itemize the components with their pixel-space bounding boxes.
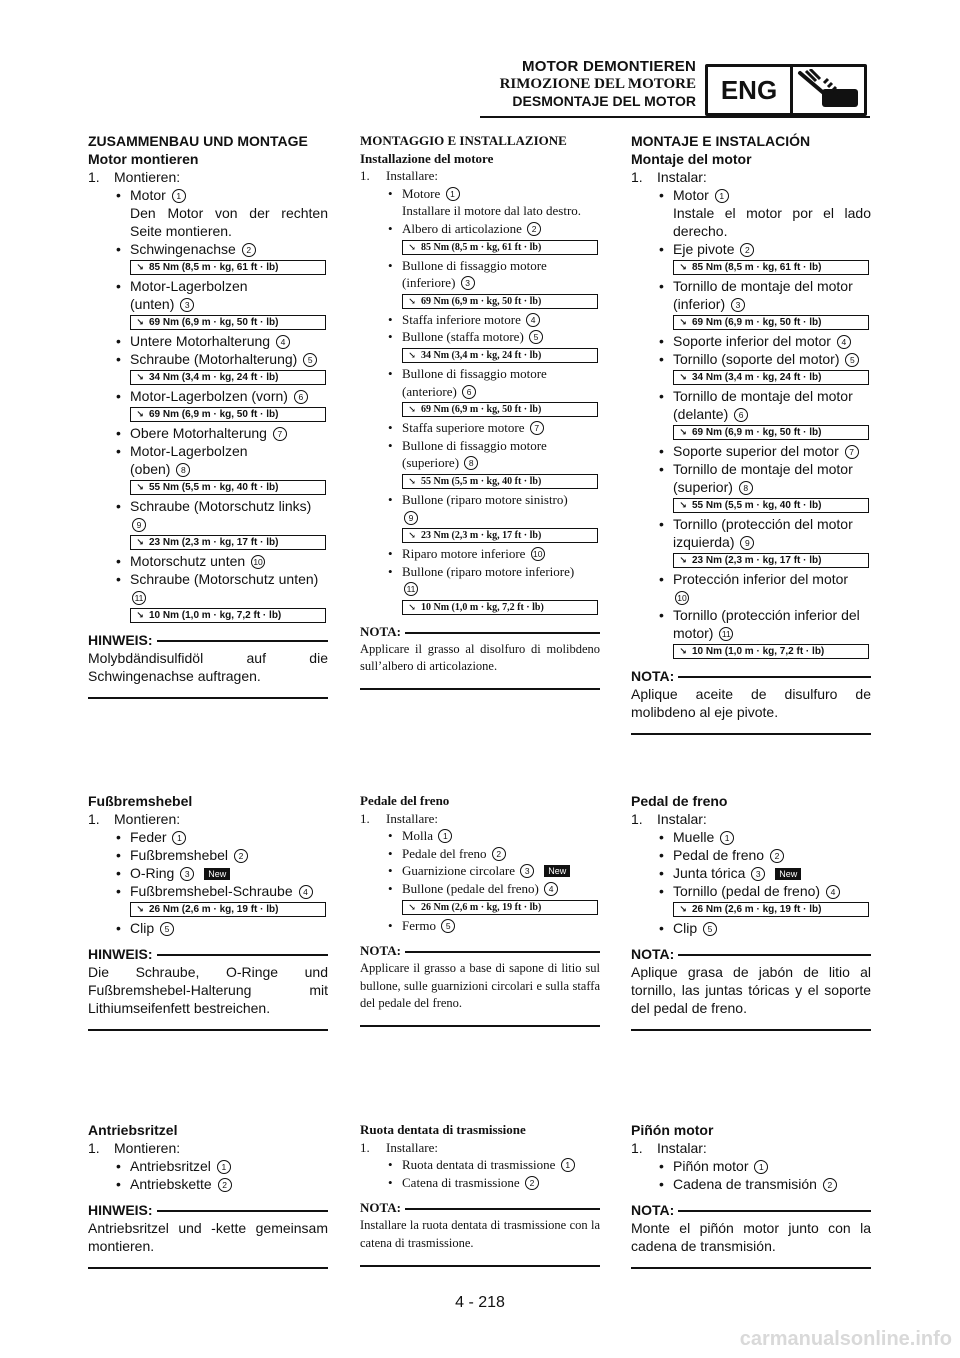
list-item: • Motor-Lagerbolzen	[116, 278, 248, 294]
torque-spec: ↘ 69 Nm (6,9 m · kg, 50 ft · lb)	[673, 425, 869, 440]
torque-spec: ↘ 34 Nm (3,4 m · kg, 24 ft · lb)	[130, 370, 326, 385]
note-end-rule	[631, 1029, 871, 1031]
torque-spec: ↘ 26 Nm (2,6 m · kg, 19 ft · lb)	[130, 902, 326, 917]
list-item: • Bullone di fissaggio motore	[388, 437, 547, 453]
watermark: carmanualsonline.info	[739, 1328, 952, 1350]
wrench-icon: ↘	[408, 404, 416, 415]
section-heading: Ruota dentata di trasmissione	[360, 1122, 526, 1137]
note-heading: NOTA:	[631, 945, 871, 963]
step: 1. Installare:	[360, 168, 438, 184]
list-item: • Bullone (staffa motore) 5	[360, 328, 600, 346]
list-item: • Riparo motore inferiore 10	[360, 545, 600, 563]
list-item-detail: (inferior) 3	[631, 295, 871, 313]
note-body: Die Schraube, O-Ringe und Fußbremshebel-Halterung mit Lithiumseifenfett bestreichen.	[88, 964, 328, 1016]
note-body: Monte el piñón motor junto con la cadena de transmisión.	[631, 1220, 871, 1254]
list-item: • Junta tórica 3 New	[631, 864, 871, 882]
note-heading: NOTA:	[360, 942, 600, 960]
list-item-detail: (delante) 6	[631, 405, 871, 423]
list-item: • Motor 1	[88, 186, 328, 204]
list-item: • Staffa inferiore motore 4	[360, 311, 600, 329]
torque-spec: ↘ 26 Nm (2,6 m · kg, 19 ft · lb)	[673, 902, 869, 917]
list-item: • Tornillo (protección inferior del	[659, 607, 860, 623]
list-item: • Bullone di fissaggio motore	[388, 257, 547, 273]
note-body: Installare la ruota dentata di trasmissione con la catena di trasmissione.	[360, 1218, 600, 1250]
it-drive-sprocket	[360, 1121, 600, 1267]
wrench-icon: ↘	[408, 901, 416, 912]
list-item: • Tornillo (pedal de freno) 4	[631, 882, 871, 900]
torque-spec: ↘ 10 Nm (1,0 m · kg, 7,2 ft · lb)	[130, 608, 326, 623]
wrench-icon: ↘	[136, 610, 144, 620]
wrench-icon: ↘	[408, 475, 416, 486]
wrench-icon: ↘	[679, 317, 687, 327]
note-end-rule	[88, 1267, 328, 1269]
list-item: • Motor 1	[631, 186, 871, 204]
torque-spec: ↘ 10 Nm (1,0 m · kg, 7,2 ft · lb)	[673, 644, 869, 659]
note-end-rule	[88, 1029, 328, 1031]
note-body: Applicare il grasso al disolfuro di molibdeno sull’albero di articolazione.	[360, 641, 600, 674]
list-item: • Schraube (Motorschutz links)	[116, 498, 312, 514]
note-heading: NOTA:	[360, 623, 600, 641]
torque-spec: ↘ 55 Nm (5,5 m · kg, 40 ft · lb)	[673, 498, 869, 513]
torque-spec: ↘ 23 Nm (2,3 m · kg, 17 ft · lb)	[402, 528, 598, 543]
note-end-rule	[360, 1025, 600, 1027]
wrench-icon: ↘	[136, 317, 144, 327]
note-end-rule	[631, 1267, 871, 1269]
wrench-icon: ↘	[679, 372, 687, 382]
list-item: • Tornillo de montaje del motor	[659, 461, 853, 477]
list-item: • Clip 5	[88, 919, 328, 937]
section-heading: MONTAJE E INSTALACIÓN	[631, 133, 811, 149]
wrench-icon: ↘	[136, 904, 144, 914]
list-item: • Motor-Lagerbolzen (vorn) 6	[88, 387, 328, 405]
list-item: • Muelle 1	[631, 828, 871, 846]
list-item-detail: (oben) 8	[88, 460, 328, 478]
wrench-icon: ↘	[679, 427, 687, 437]
list-item-detail: (superior) 8	[631, 478, 871, 496]
list-item: • Motor-Lagerbolzen	[116, 443, 248, 459]
new-part-badge: New	[544, 865, 570, 877]
list-item: • Tornillo de montaje del motor	[659, 278, 853, 294]
list-item: • Catena di trasmissione 2	[360, 1174, 600, 1192]
list-item-detail: 9	[360, 509, 600, 527]
list-item: • Fußbremshebel 2	[88, 846, 328, 864]
list-item: • Motorschutz unten 10	[88, 552, 328, 570]
note-body: Aplique aceite de disulfuro de molibdeno al eje pivote.	[631, 686, 871, 720]
note-end-rule	[631, 733, 871, 735]
wrench-icon: ↘	[408, 241, 416, 252]
torque-spec: ↘ 23 Nm (2,3 m · kg, 17 ft · lb)	[673, 553, 869, 568]
section-heading: Piñón motor	[631, 1122, 714, 1138]
note-heading: NOTA:	[360, 1199, 600, 1217]
list-item-detail: Instale el motor por el lado derecho.	[673, 205, 871, 239]
de-brake-pedal	[88, 792, 328, 1031]
torque-spec: ↘ 10 Nm (1,0 m · kg, 7,2 ft · lb)	[402, 600, 598, 615]
wrench-icon: ↘	[679, 262, 687, 272]
list-item: • Soporte superior del motor 7	[631, 442, 871, 460]
list-item: • Pedal de freno 2	[631, 846, 871, 864]
list-item-detail: 11	[360, 580, 600, 598]
lang-badge-label: ENG	[708, 67, 793, 113]
note-body: Antriebsritzel und -kette gemeinsam montieren.	[88, 1220, 328, 1254]
step: 1. Instalar:	[631, 811, 707, 827]
list-item: • O-Ring 3 New	[88, 864, 328, 882]
torque-spec: ↘ 34 Nm (3,4 m · kg, 24 ft · lb)	[402, 348, 598, 363]
note-heading: NOTA:	[631, 1201, 871, 1219]
step: 1. Instalar:	[631, 1140, 707, 1156]
subsection-heading: Installazione del motore	[360, 150, 494, 166]
note-body: Applicare il grasso a base di sapone di litio sul bullone, sulle guarnizioni circolari e sulla staffa del pedale del freno.	[360, 961, 600, 1011]
list-item: • Motore 1	[360, 185, 600, 203]
list-item: • Staffa superiore motore 7	[360, 419, 600, 437]
torque-spec: ↘ 69 Nm (6,9 m · kg, 50 ft · lb)	[402, 402, 598, 417]
list-item: • Pedale del freno 2	[360, 845, 600, 863]
torque-spec: ↘ 85 Nm (8,5 m · kg, 61 ft · lb)	[402, 240, 598, 255]
list-item: • Guarnizione circolare 3 New	[360, 862, 600, 880]
note-body: Molybdändisulfidöl auf die Schwingenachse auftragen.	[88, 650, 328, 684]
note-body: Aplique grasa de jabón de litio al tornillo, las juntas tóricas y el soporte del pedal de freno.	[631, 964, 871, 1016]
list-item: • Bullone (pedale del freno) 4	[360, 880, 600, 898]
note-end-rule	[360, 688, 600, 690]
list-item: • Cadena de transmisión 2	[631, 1175, 871, 1193]
list-item: • Schraube (Motorhalterung) 5	[88, 350, 328, 368]
step: 1. Montieren:	[88, 1140, 181, 1156]
es-engine-install	[631, 132, 871, 735]
es-drive-sprocket	[631, 1121, 871, 1269]
torque-spec: ↘ 55 Nm (5,5 m · kg, 40 ft · lb)	[130, 480, 326, 495]
section-heading: Pedale del freno	[360, 793, 450, 808]
list-item: • Untere Motorhalterung 4	[88, 332, 328, 350]
list-item-detail: (superiore) 8	[360, 454, 600, 472]
step: 1. Instalar:	[631, 169, 707, 185]
torque-spec: ↘ 69 Nm (6,9 m · kg, 50 ft · lb)	[130, 407, 326, 422]
section-heading: MONTAGGIO E INSTALLAZIONE	[360, 133, 567, 148]
list-item: • Piñón motor 1	[631, 1157, 871, 1175]
torque-spec: ↘ 55 Nm (5,5 m · kg, 40 ft · lb)	[402, 474, 598, 489]
list-item: • Fermo 5	[360, 917, 600, 935]
de-drive-sprocket	[88, 1121, 328, 1269]
list-item-detail: (inferiore) 3	[360, 274, 600, 292]
header-title-it: RIMOZIONE DEL MOTORE	[499, 76, 696, 92]
wrench-icon: ↘	[679, 646, 687, 656]
subsection-heading: Montaje del motor	[631, 151, 752, 167]
torque-spec: ↘ 69 Nm (6,9 m · kg, 50 ft · lb)	[402, 294, 598, 309]
list-item: • Bullone di fissaggio motore	[388, 365, 547, 381]
wrench-icon: ↘	[136, 262, 144, 272]
list-item: • Antriebskette 2	[88, 1175, 328, 1193]
list-item: • Schraube (Motorschutz unten)	[116, 571, 319, 587]
list-item: • Feder 1	[88, 828, 328, 846]
wrench-icon: ↘	[679, 500, 687, 510]
list-item-detail: (anteriore) 6	[360, 383, 600, 401]
note-heading: HINWEIS:	[88, 945, 328, 963]
subsection-heading: Motor montieren	[88, 151, 199, 167]
list-item: • Tornillo de montaje del motor	[659, 388, 853, 404]
list-item-detail: 11	[88, 588, 328, 606]
torque-spec: ↘ 34 Nm (3,4 m · kg, 24 ft · lb)	[673, 370, 869, 385]
list-item-detail: izquierda) 9	[631, 533, 871, 551]
list-item: • Fußbremshebel-Schraube 4	[88, 882, 328, 900]
list-item: • Obere Motorhalterung 7	[88, 424, 328, 442]
note-end-rule	[88, 697, 328, 699]
wrench-icon: ↘	[408, 601, 416, 612]
list-item: • Schwingenachse 2	[88, 240, 328, 258]
section-heading: Pedal de freno	[631, 793, 728, 809]
wrench-icon: ↘	[408, 349, 416, 360]
wrench-icon: ↘	[136, 482, 144, 492]
section-badge	[705, 64, 867, 116]
list-item: • Molla 1	[360, 827, 600, 845]
list-item-detail: 9	[88, 515, 328, 533]
list-item-detail: 10	[631, 588, 871, 606]
list-item-detail: Installare il motore dal lato destro.	[402, 203, 582, 219]
wrench-icon: ↘	[408, 530, 416, 541]
torque-spec: ↘ 23 Nm (2,3 m · kg, 17 ft · lb)	[130, 535, 326, 550]
list-item: • Ruota dentata di trasmissione 1	[360, 1156, 600, 1174]
section-heading: Antriebsritzel	[88, 1122, 178, 1138]
list-item: • Albero di articolazione 2	[360, 220, 600, 238]
note-heading: HINWEIS:	[88, 631, 328, 649]
torque-spec: ↘ 85 Nm (8,5 m · kg, 61 ft · lb)	[673, 260, 869, 275]
list-item: • Bullone (riparo motore inferiore)	[388, 563, 575, 579]
header-rule	[480, 116, 870, 118]
step: 1. Installare:	[360, 1139, 438, 1155]
header-title-es: DESMONTAJE DEL MOTOR	[512, 93, 696, 109]
torque-spec: ↘ 69 Nm (6,9 m · kg, 50 ft · lb)	[130, 315, 326, 330]
engine-icon	[793, 67, 864, 113]
page-number: 4 - 218	[455, 1294, 505, 1311]
list-item: • Antriebsritzel 1	[88, 1157, 328, 1175]
list-item: • Tornillo (protección del motor	[659, 516, 853, 532]
list-item: • Bullone (riparo motore sinistro)	[388, 491, 568, 507]
section-heading: Fußbremshebel	[88, 793, 193, 809]
step: 1. Montieren:	[88, 811, 181, 827]
torque-spec: ↘ 85 Nm (8,5 m · kg, 61 ft · lb)	[130, 260, 326, 275]
step: 1. Installare:	[360, 810, 438, 826]
de-engine-install	[88, 132, 328, 699]
wrench-icon: ↘	[679, 555, 687, 565]
step: 1. Montieren:	[88, 169, 181, 185]
wrench-icon: ↘	[408, 295, 416, 306]
it-brake-pedal	[360, 792, 600, 1027]
section-heading: ZUSAMMENBAU UND MONTAGE	[88, 133, 308, 149]
wrench-icon: ↘	[136, 409, 144, 419]
list-item: • Protección inferior del motor	[659, 571, 849, 587]
page-header	[470, 58, 696, 110]
it-engine-install	[360, 132, 600, 690]
note-heading: HINWEIS:	[88, 1201, 328, 1219]
torque-spec: ↘ 69 Nm (6,9 m · kg, 50 ft · lb)	[673, 315, 869, 330]
wrench-icon: ↘	[679, 904, 687, 914]
list-item: • Clip 5	[631, 919, 871, 937]
wrench-icon: ↘	[136, 372, 144, 382]
note-heading: NOTA:	[631, 667, 871, 685]
es-brake-pedal	[631, 792, 871, 1031]
list-item-detail: (unten) 3	[88, 295, 328, 313]
note-end-rule	[360, 1265, 600, 1267]
header-title-de: MOTOR DEMONTIEREN	[522, 58, 696, 75]
list-item: • Soporte inferior del motor 4	[631, 332, 871, 350]
torque-spec: ↘ 26 Nm (2,6 m · kg, 19 ft · lb)	[402, 900, 598, 915]
new-part-badge: New	[775, 868, 801, 880]
wrench-icon: ↘	[136, 537, 144, 547]
list-item: • Tornillo (soporte del motor) 5	[631, 350, 871, 368]
list-item-detail: motor) 11	[631, 624, 871, 642]
list-item-detail: Den Motor von der rechten Seite montieren.	[130, 205, 328, 239]
list-item: • Eje pivote 2	[631, 240, 871, 258]
new-part-badge: New	[204, 868, 230, 880]
